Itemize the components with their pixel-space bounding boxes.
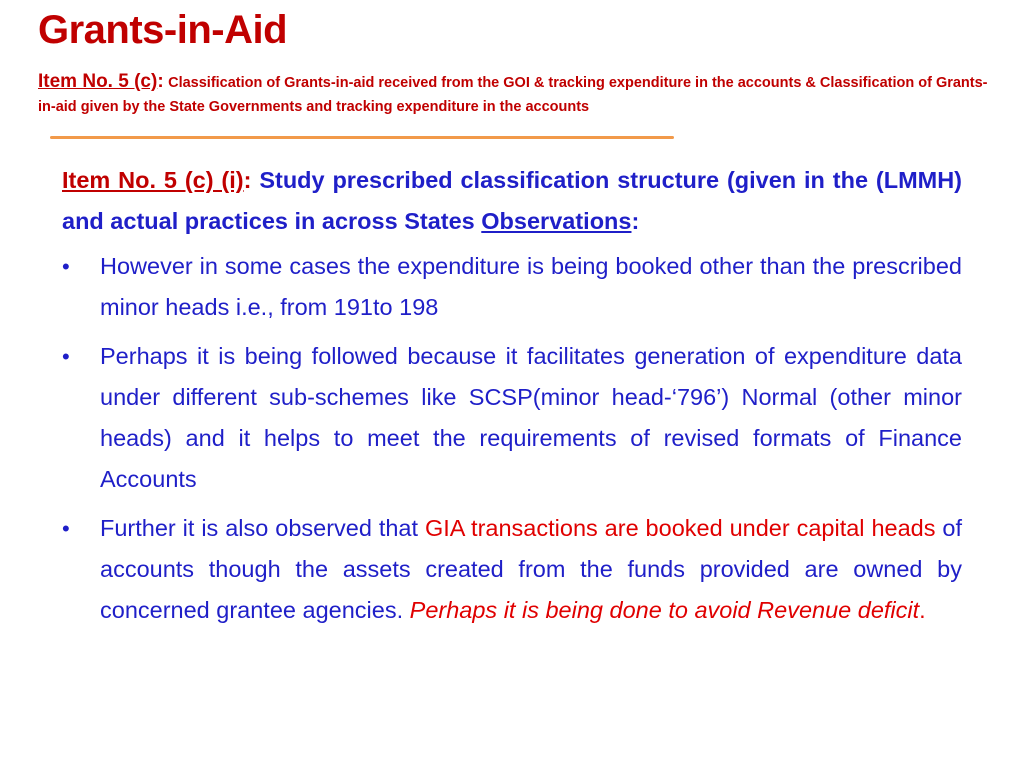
list-item — [62, 246, 962, 328]
list-item — [62, 508, 962, 631]
observation-list — [62, 246, 962, 631]
subtitle-description: Classification of Grants-in-aid received from the GOI & tracking expenditure in the accounts & Classification of Grants-in-aid given by the State Governments and tracking expenditure in the accounts — [38, 75, 988, 115]
highlight-text: GIA transactions are booked under capital heads — [424, 515, 936, 541]
bullet-text-end: . — [919, 597, 926, 623]
bullet-text: Perhaps it is being followed because it facilitates generation of expenditure data under different sub-schemes like SCSP(minor head-‘796’) Normal (other minor heads) and it helps to meet the requirements of revised formats of Finance Accounts — [100, 343, 962, 492]
bullet-text: However in some cases the expenditure is being booked other than the prescribed minor heads i.e., from 191to 198 — [100, 253, 962, 320]
bullet-icon: • — [62, 516, 70, 541]
bullet-icon: • — [62, 344, 70, 369]
list-item — [62, 336, 962, 500]
bullet-text-part: Further it is also observed that — [100, 515, 425, 541]
slide-body — [62, 160, 962, 639]
section-colon: : — [243, 167, 252, 193]
slide-title: Grants-in-Aid — [38, 8, 288, 52]
subtitle-item-label: Item No. 5 (c) — [38, 71, 158, 92]
bullet-icon: • — [62, 254, 70, 279]
section-heading — [62, 160, 962, 242]
highlight-italic-text: Perhaps it is being done to avoid Revenue deficit — [409, 597, 920, 623]
subtitle-colon: : — [157, 71, 164, 92]
observations-colon: : — [631, 208, 640, 234]
bullet-text-part: of accounts though the assets created from the funds provided are owned by concerned grantee agencies — [100, 515, 963, 623]
section-heading-text: Study prescribed classification structure (given in the (LMMH) and actual practices in across States — [62, 167, 963, 234]
divider-line — [50, 136, 674, 139]
bullet-text-part: . — [396, 597, 410, 623]
observations-label: Observations — [481, 208, 632, 234]
slide-subtitle — [38, 70, 998, 119]
section-item-label: Item No. 5 (c) (i) — [62, 167, 244, 193]
